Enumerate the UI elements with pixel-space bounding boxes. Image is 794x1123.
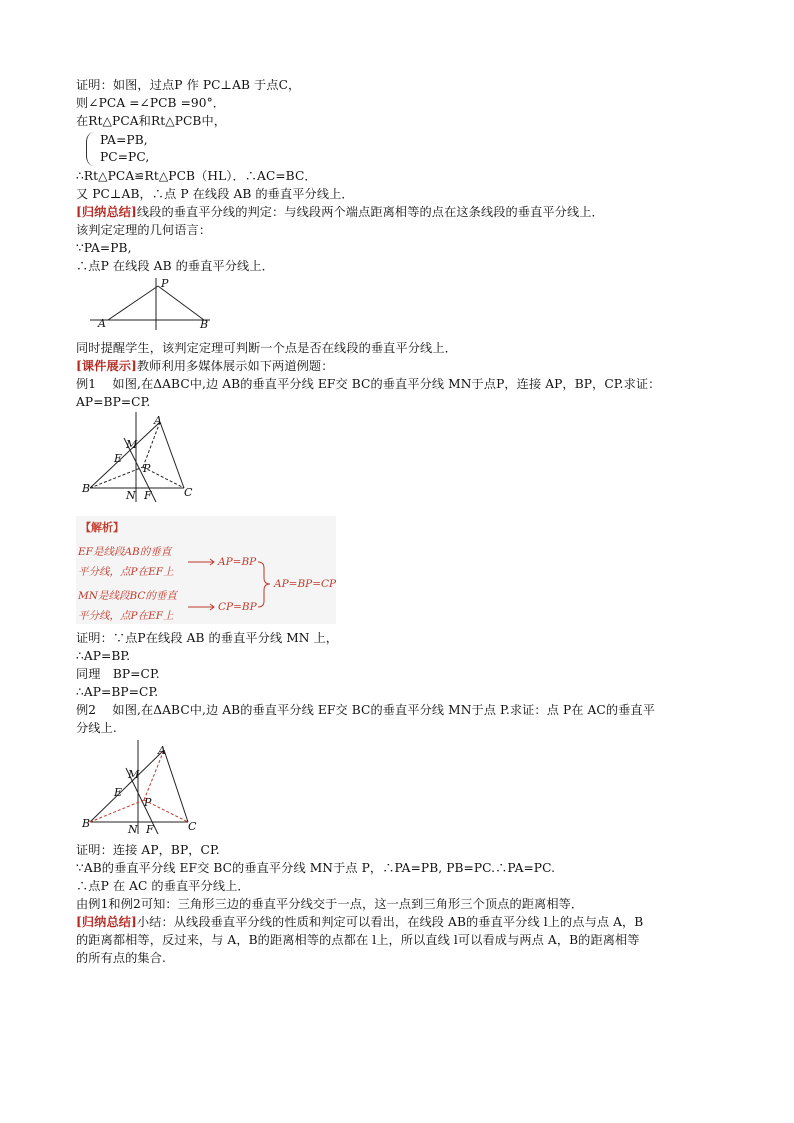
- summary2-line2: 的距离都相等，反过来，与 A，B的距离相等的点都在 l上，所以直线 l可以看成与两点 A，B的距离相等: [76, 933, 640, 947]
- example2-line2: 分线上.: [76, 721, 117, 735]
- summary1-line3: ∵PA=PB,: [76, 241, 132, 255]
- analysis-cond2-line1: MN是线段BC的垂直: [78, 590, 177, 602]
- summary1-tag: [归纳总结]: [76, 205, 137, 219]
- fig1-label-b: B: [200, 318, 209, 331]
- proof3-line3: ∴点P 在 AC 的垂直平分线上．: [76, 879, 250, 893]
- proof1-line2: 则∠PCA =∠PCB =90°．: [76, 96, 226, 110]
- summary2-line1: [76, 914, 726, 931]
- system-brace: [86, 132, 95, 166]
- proof1-line4: PA=PB,: [100, 133, 148, 147]
- proof1-line3: 在Rt△PCA和Rt△PCB中，: [76, 114, 227, 128]
- summary1-text: 线段的垂直平分线的判定：与线段两个端点距离相等的点在这条线段的垂直平分线上．: [136, 205, 604, 219]
- display-text: 教师利用多媒体展示如下两道例题：: [136, 359, 334, 373]
- summary1-line4: ∴点P 在线段 AB 的垂直平分线上．: [76, 259, 274, 273]
- reminder-line: 同时提醒学生，该判定定理可判断一个点是否在线段的垂直平分线上．: [76, 341, 457, 355]
- summary1-line2: 该判定定理的几何语言：: [76, 223, 212, 237]
- fig1-label-a: A: [98, 317, 106, 330]
- summary2-tag: [归纳总结]: [76, 915, 137, 929]
- analysis-box: [76, 516, 336, 624]
- analysis-cond1-line2: 平分线，点P在EF上: [78, 566, 174, 578]
- fig2-label-a: A: [154, 414, 162, 427]
- fig2-label-m: M: [126, 438, 138, 451]
- proof1-line6: ∴Rt△PCA≌Rt△PCB（HL）．∴AC=BC．: [76, 169, 317, 183]
- example1-line1: 例1 如图,在ΔABC中,边 AB的垂直平分线 EF交 BC的垂直平分线 MN于点P，连接 AP，BP，CP.求证：: [76, 377, 661, 391]
- fig2-label-f: F: [144, 489, 152, 502]
- summary2-line3: 的所有点的集合.: [76, 951, 166, 965]
- fig2-label-b: B: [82, 482, 91, 495]
- summary2-text: 小结：从线段垂直平分线的性质和判定可以看出，在线段 AB的垂直平分线 l上的点与点 A，B: [136, 915, 644, 929]
- fig2-label-n: N: [126, 489, 136, 502]
- analysis-cond2-line2: 平分线，点P在EF上: [78, 610, 174, 622]
- analysis-final-result: AP=BP=CP: [274, 578, 337, 590]
- fig2-label-e: E: [114, 452, 123, 465]
- analysis-result2: CP=BP: [218, 601, 257, 613]
- fig3-label-p: P: [144, 796, 152, 809]
- proof1-line1: 证明：如图，过点P 作 PC⊥AB 于点C，: [76, 78, 301, 92]
- analysis-title: 【解析】: [80, 521, 124, 534]
- analysis-result1: AP=BP: [218, 556, 257, 568]
- fig3-label-e: E: [114, 786, 123, 799]
- proof3-line4: 由例1和例2可知：三角形三边的垂直平分线交于一点，这一点到三角形三个顶点的距离相等．: [76, 897, 584, 911]
- summary1-line1: [76, 204, 726, 221]
- fig3-label-b: B: [82, 817, 91, 830]
- analysis-arrows: [76, 516, 336, 624]
- fig3-label-f: F: [146, 823, 154, 836]
- proof3-line1: 证明：连接 AP，BP，CP.: [76, 843, 220, 857]
- figure-perpendicular-bisector: [76, 276, 222, 334]
- display-line: [76, 358, 726, 375]
- fig2-label-p: P: [143, 462, 151, 475]
- fig3-label-a: A: [158, 744, 166, 757]
- proof3-line2: ∵AB的垂直平分线 EF交 BC的垂直平分线 MN于点 P，∴PA=PB, PB=PC.∴PA=PC.: [76, 861, 556, 875]
- fig2-label-c: C: [184, 486, 193, 499]
- fig3-label-c: C: [188, 820, 197, 833]
- proof2-line3: 同理 BP=CP.: [76, 667, 160, 681]
- analysis-cond1-line1: EF是线段AB的垂直: [78, 546, 172, 558]
- proof2-line1: 证明：∵点P在线段 AB 的垂直平分线 MN 上，: [76, 631, 339, 645]
- proof1-line7: 又 PC⊥AB，∴点 P 在线段 AB 的垂直平分线上．: [76, 187, 354, 201]
- proof2-line2: ∴AP=BP.: [76, 649, 131, 663]
- fig3-label-n: N: [128, 823, 138, 836]
- figure-example2-triangle: [76, 738, 198, 836]
- example1-line2: AP=BP=CP.: [76, 395, 151, 409]
- proof2-line4: ∴AP=BP=CP.: [76, 685, 159, 699]
- display-tag: [课件展示]: [76, 359, 137, 373]
- proof1-line5: PC=PC,: [100, 150, 150, 164]
- figure-example1-triangle: [76, 410, 194, 506]
- fig3-label-m: M: [128, 768, 140, 781]
- example2-line1: 例2 如图,在ΔABC中,边 AB的垂直平分线 EF交 BC的垂直平分线 MN于点 P.求证：点 P在 AC的垂直平: [76, 703, 656, 717]
- fig1-label-p: P: [161, 277, 169, 290]
